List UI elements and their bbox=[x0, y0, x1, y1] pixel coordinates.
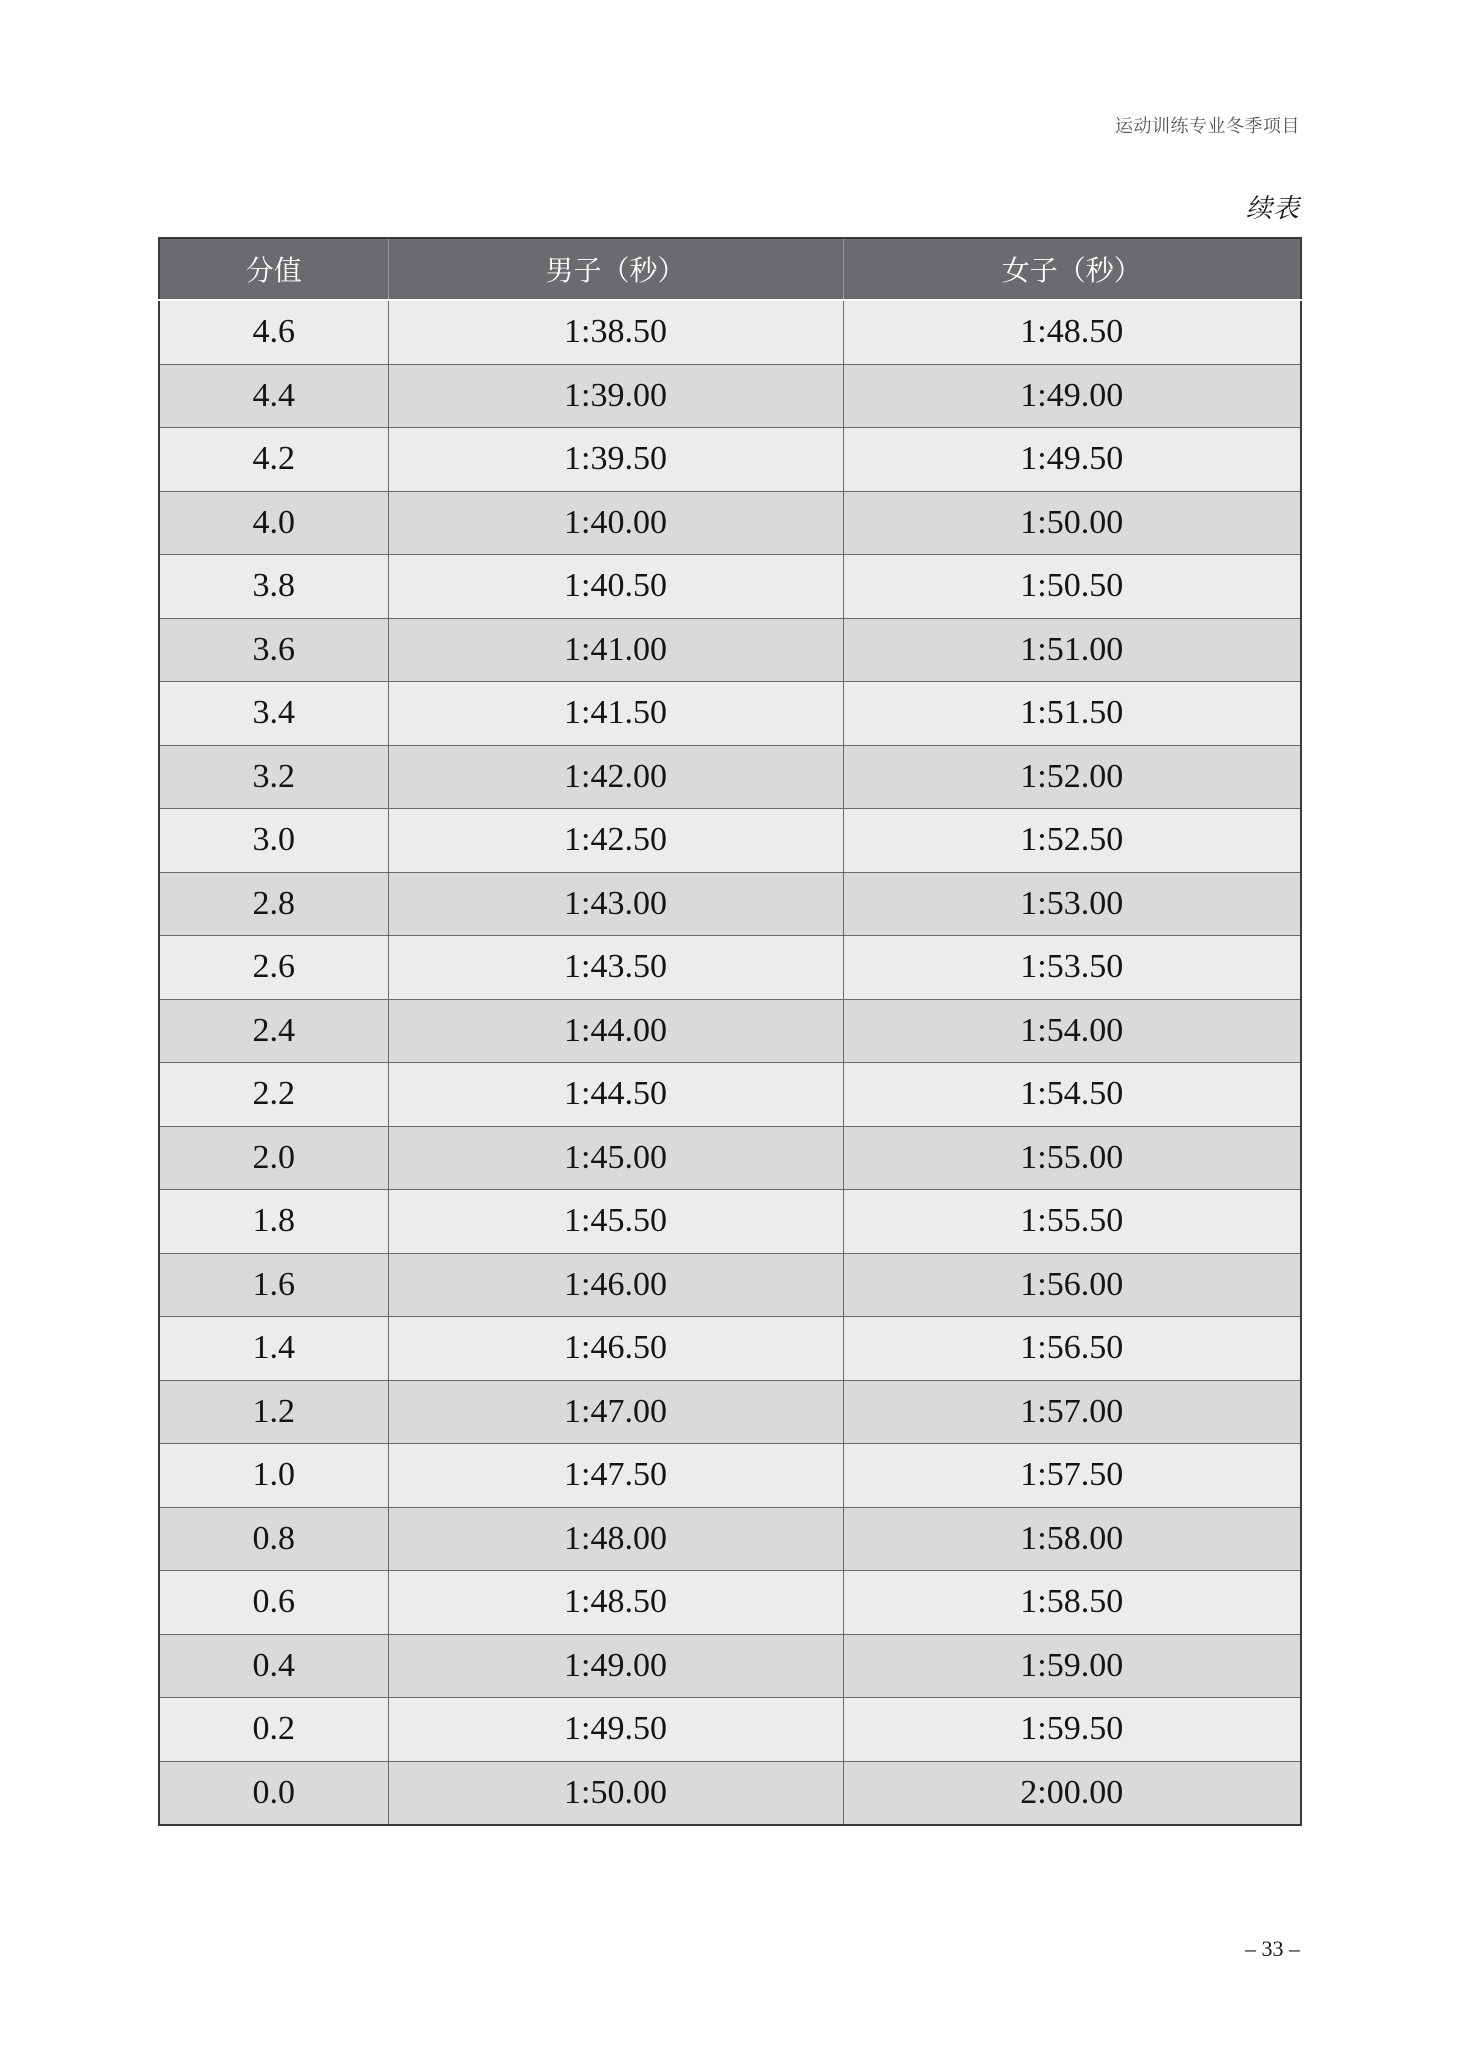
men-time-cell: 1:40.50 bbox=[388, 555, 843, 619]
table-row bbox=[159, 1190, 1301, 1254]
score-cell: 0.8 bbox=[159, 1507, 388, 1571]
table-row bbox=[159, 745, 1301, 809]
men-time-cell: 1:50.00 bbox=[388, 1761, 843, 1825]
men-time-cell: 1:47.00 bbox=[388, 1380, 843, 1444]
score-table-header bbox=[159, 238, 1301, 300]
table-row bbox=[159, 491, 1301, 555]
men-time-cell: 1:49.00 bbox=[388, 1634, 843, 1698]
score-table-body bbox=[159, 300, 1301, 1825]
women-time-cell: 1:59.50 bbox=[843, 1698, 1301, 1762]
women-time-cell: 1:55.50 bbox=[843, 1190, 1301, 1254]
table-row bbox=[159, 364, 1301, 428]
men-time-cell: 1:43.50 bbox=[388, 936, 843, 1000]
women-time-cell: 1:49.50 bbox=[843, 428, 1301, 492]
table-row bbox=[159, 300, 1301, 364]
score-cell: 1.2 bbox=[159, 1380, 388, 1444]
men-time-cell: 1:48.50 bbox=[388, 1571, 843, 1635]
men-time-cell: 1:40.00 bbox=[388, 491, 843, 555]
table-row bbox=[159, 809, 1301, 873]
table-row bbox=[159, 1507, 1301, 1571]
score-cell: 0.0 bbox=[159, 1761, 388, 1825]
women-time-cell: 2:00.00 bbox=[843, 1761, 1301, 1825]
women-time-cell: 1:56.50 bbox=[843, 1317, 1301, 1381]
column-header-score: 分值 bbox=[159, 238, 388, 300]
women-time-cell: 1:54.50 bbox=[843, 1063, 1301, 1127]
women-time-cell: 1:57.50 bbox=[843, 1444, 1301, 1508]
table-row bbox=[159, 1444, 1301, 1508]
women-time-cell: 1:53.00 bbox=[843, 872, 1301, 936]
score-cell: 1.8 bbox=[159, 1190, 388, 1254]
table-row bbox=[159, 555, 1301, 619]
women-time-cell: 1:50.00 bbox=[843, 491, 1301, 555]
score-cell: 0.2 bbox=[159, 1698, 388, 1762]
table-row bbox=[159, 1380, 1301, 1444]
men-time-cell: 1:46.00 bbox=[388, 1253, 843, 1317]
score-cell: 4.0 bbox=[159, 491, 388, 555]
women-time-cell: 1:52.00 bbox=[843, 745, 1301, 809]
table-row bbox=[159, 1126, 1301, 1190]
women-time-cell: 1:57.00 bbox=[843, 1380, 1301, 1444]
score-cell: 4.2 bbox=[159, 428, 388, 492]
men-time-cell: 1:45.00 bbox=[388, 1126, 843, 1190]
header-row bbox=[159, 238, 1301, 300]
score-cell: 2.0 bbox=[159, 1126, 388, 1190]
score-cell: 3.2 bbox=[159, 745, 388, 809]
women-time-cell: 1:58.50 bbox=[843, 1571, 1301, 1635]
men-time-cell: 1:44.50 bbox=[388, 1063, 843, 1127]
women-time-cell: 1:56.00 bbox=[843, 1253, 1301, 1317]
table-row bbox=[159, 1571, 1301, 1635]
men-time-cell: 1:39.50 bbox=[388, 428, 843, 492]
score-cell: 4.4 bbox=[159, 364, 388, 428]
score-cell: 1.0 bbox=[159, 1444, 388, 1508]
running-head: 运动训练专业冬季项目 bbox=[1115, 116, 1300, 136]
score-cell: 3.6 bbox=[159, 618, 388, 682]
men-time-cell: 1:39.00 bbox=[388, 364, 843, 428]
score-cell: 1.4 bbox=[159, 1317, 388, 1381]
men-time-cell: 1:49.50 bbox=[388, 1698, 843, 1762]
men-time-cell: 1:42.50 bbox=[388, 809, 843, 873]
men-time-cell: 1:43.00 bbox=[388, 872, 843, 936]
men-time-cell: 1:42.00 bbox=[388, 745, 843, 809]
score-table bbox=[158, 237, 1302, 1826]
table-row bbox=[159, 936, 1301, 1000]
women-time-cell: 1:50.50 bbox=[843, 555, 1301, 619]
table-row bbox=[159, 682, 1301, 746]
score-cell: 4.6 bbox=[159, 300, 388, 364]
women-time-cell: 1:51.00 bbox=[843, 618, 1301, 682]
men-time-cell: 1:45.50 bbox=[388, 1190, 843, 1254]
score-cell: 2.8 bbox=[159, 872, 388, 936]
column-header-women-seconds: 女子（秒） bbox=[843, 238, 1301, 300]
score-cell: 0.4 bbox=[159, 1634, 388, 1698]
score-cell: 2.2 bbox=[159, 1063, 388, 1127]
table-row bbox=[159, 872, 1301, 936]
women-time-cell: 1:54.00 bbox=[843, 999, 1301, 1063]
table-row bbox=[159, 1761, 1301, 1825]
men-time-cell: 1:41.50 bbox=[388, 682, 843, 746]
men-time-cell: 1:38.50 bbox=[388, 300, 843, 364]
table-row bbox=[159, 618, 1301, 682]
men-time-cell: 1:47.50 bbox=[388, 1444, 843, 1508]
table-row bbox=[159, 1317, 1301, 1381]
table-row bbox=[159, 1253, 1301, 1317]
women-time-cell: 1:55.00 bbox=[843, 1126, 1301, 1190]
score-cell: 3.4 bbox=[159, 682, 388, 746]
women-time-cell: 1:53.50 bbox=[843, 936, 1301, 1000]
table-row bbox=[159, 1063, 1301, 1127]
score-cell: 3.8 bbox=[159, 555, 388, 619]
women-time-cell: 1:48.50 bbox=[843, 300, 1301, 364]
table-row bbox=[159, 1698, 1301, 1762]
women-time-cell: 1:59.00 bbox=[843, 1634, 1301, 1698]
score-cell: 3.0 bbox=[159, 809, 388, 873]
women-time-cell: 1:51.50 bbox=[843, 682, 1301, 746]
continued-table-label: 续表 bbox=[1245, 194, 1300, 223]
page-number: – 33 – bbox=[1245, 1936, 1300, 1961]
score-cell: 2.4 bbox=[159, 999, 388, 1063]
men-time-cell: 1:44.00 bbox=[388, 999, 843, 1063]
table-row bbox=[159, 1634, 1301, 1698]
score-cell: 0.6 bbox=[159, 1571, 388, 1635]
column-header-men-seconds: 男子（秒） bbox=[388, 238, 843, 300]
men-time-cell: 1:46.50 bbox=[388, 1317, 843, 1381]
women-time-cell: 1:49.00 bbox=[843, 364, 1301, 428]
table-row bbox=[159, 428, 1301, 492]
women-time-cell: 1:58.00 bbox=[843, 1507, 1301, 1571]
score-cell: 1.6 bbox=[159, 1253, 388, 1317]
women-time-cell: 1:52.50 bbox=[843, 809, 1301, 873]
table-row bbox=[159, 999, 1301, 1063]
men-time-cell: 1:48.00 bbox=[388, 1507, 843, 1571]
men-time-cell: 1:41.00 bbox=[388, 618, 843, 682]
score-cell: 2.6 bbox=[159, 936, 388, 1000]
